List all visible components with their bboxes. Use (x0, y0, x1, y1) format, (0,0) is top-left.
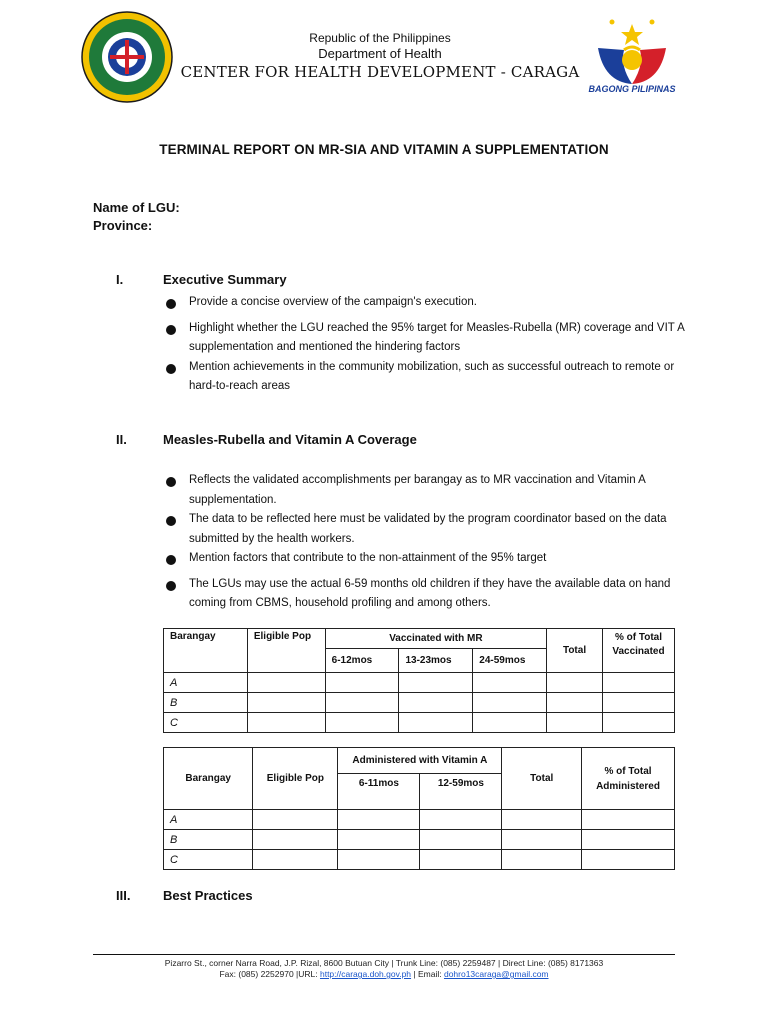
republic-line: Republic of the Philippines (309, 31, 451, 45)
header-24-59mos: 24-59mos (473, 649, 547, 673)
lgu-name-label: Name of LGU: (93, 200, 180, 215)
data-cell[interactable] (502, 850, 582, 870)
header-eligible-pop: Eligible Pop (253, 748, 338, 810)
doh-seal-icon (80, 10, 174, 104)
header-13-23mos: 13-23mos (399, 649, 473, 673)
data-cell[interactable] (253, 810, 338, 830)
data-cell[interactable] (582, 810, 675, 830)
header-administered-vita: Administered with Vitamin A (338, 748, 502, 774)
footer-fax: Fax: (085) 2252970 |URL: (219, 969, 320, 979)
data-cell[interactable] (247, 673, 325, 693)
table-row (164, 713, 675, 733)
bullet-icon (166, 555, 176, 565)
table-row (164, 830, 675, 850)
barangay-cell: A (164, 810, 253, 830)
data-cell[interactable] (399, 693, 473, 713)
header-barangay: Barangay (164, 629, 248, 673)
data-cell[interactable] (602, 713, 674, 733)
list-item: Mention achievements in the community mobilization, such as successful outreach to remote or hard-to-reach areas (166, 358, 686, 397)
section-1-title: Executive Summary (163, 272, 287, 287)
data-cell[interactable] (547, 673, 603, 693)
table-row (164, 810, 675, 830)
section-2-title: Measles-Rubella and Vitamin A Coverage (163, 432, 417, 447)
table-row (164, 673, 675, 693)
bullet-icon (166, 364, 176, 374)
barangay-cell: B (164, 830, 253, 850)
footer-email-label: | Email: (411, 969, 444, 979)
data-cell[interactable] (253, 830, 338, 850)
province-label: Province: (93, 218, 153, 233)
data-cell[interactable] (325, 713, 399, 733)
header-eligible-pop: Eligible Pop (247, 629, 325, 673)
department-line: Department of Health (318, 46, 442, 61)
footer-url-link[interactable]: http://caraga.doh.gov.ph (319, 969, 412, 979)
footer-email-link[interactable]: dohro13caraga@gmail.com (443, 969, 549, 979)
header-12-59mos: 12-59mos (420, 774, 502, 810)
section-1-number: I. (116, 272, 124, 287)
header-6-12mos: 6-12mos (325, 649, 399, 673)
barangay-cell: B (164, 693, 248, 713)
data-cell[interactable] (338, 810, 420, 830)
list-item: Provide a concise overview of the campaign's execution. (166, 293, 686, 313)
data-cell[interactable] (473, 673, 547, 693)
data-cell[interactable] (338, 830, 420, 850)
section-3-title: Best Practices (163, 888, 253, 903)
section-2-number: II. (116, 432, 127, 447)
data-cell[interactable] (547, 693, 603, 713)
bagong-pilipinas-label: BAGONG PILIPINAS (588, 84, 676, 94)
bullet-icon (166, 325, 176, 335)
barangay-cell: C (164, 713, 248, 733)
lgu-info (93, 199, 180, 235)
list-item: The LGUs may use the actual 6-59 months old children if they have the available data on hand coming from CBMS, household profiling and among others. (166, 575, 686, 614)
table-row (164, 693, 675, 713)
bullet-icon (166, 516, 176, 526)
section-1-bullets (166, 293, 686, 397)
bullet-icon (166, 581, 176, 591)
footer (93, 958, 675, 980)
report-title: TERMINAL REPORT ON MR-SIA AND VITAMIN A SUPPLEMENTATION (159, 142, 609, 157)
barangay-cell: C (164, 850, 253, 870)
data-cell[interactable] (247, 693, 325, 713)
data-cell[interactable] (338, 850, 420, 870)
list-item: Reflects the validated accomplishments per barangay as to MR vaccination and Vitamin A supplementation. (166, 471, 686, 510)
header-total: Total (547, 629, 603, 673)
header-pct-administered: % of Total Administered (582, 748, 675, 810)
footer-divider (93, 954, 675, 955)
footer-address: Pizarro St., corner Narra Road, J.P. Rizal, 8600 Butuan City | Trunk Line: (085) 2259487 | Direct Line: (085) 8171363 (164, 958, 604, 968)
bullet-icon (166, 299, 176, 309)
center-line: CENTER FOR HEALTH DEVELOPMENT - CARAGA (180, 63, 580, 81)
data-cell[interactable] (325, 693, 399, 713)
list-item: Highlight whether the LGU reached the 95% target for Measles-Rubella (MR) coverage and VIT A supplementation and mentioned the hindering factors (166, 319, 686, 358)
data-cell[interactable] (247, 713, 325, 733)
header-total: Total (502, 748, 582, 810)
mr-vaccination-table (163, 628, 675, 733)
header-6-11mos: 6-11mos (338, 774, 420, 810)
section-3-number: III. (116, 888, 131, 903)
header-pct-vaccinated: % of Total Vaccinated (602, 629, 674, 673)
header-barangay: Barangay (164, 748, 253, 810)
data-cell[interactable] (473, 713, 547, 733)
data-cell[interactable] (602, 693, 674, 713)
data-cell[interactable] (420, 810, 502, 830)
data-cell[interactable] (399, 713, 473, 733)
list-item: Mention factors that contribute to the non-attainment of the 95% target (166, 549, 686, 569)
data-cell[interactable] (582, 850, 675, 870)
letterhead-text (180, 30, 580, 82)
data-cell[interactable] (420, 830, 502, 850)
data-cell[interactable] (502, 810, 582, 830)
data-cell[interactable] (420, 850, 502, 870)
table-row (164, 850, 675, 870)
data-cell[interactable] (473, 693, 547, 713)
list-item: The data to be reflected here must be validated by the program coordinator based on the data submitted by the health workers. (166, 510, 686, 549)
data-cell[interactable] (502, 830, 582, 850)
header-vaccinated-mr: Vaccinated with MR (325, 629, 546, 649)
letterhead (0, 10, 768, 110)
vitamin-a-table (163, 747, 675, 870)
data-cell[interactable] (547, 713, 603, 733)
barangay-cell: A (164, 673, 248, 693)
footer-contact (93, 969, 675, 980)
data-cell[interactable] (399, 673, 473, 693)
data-cell[interactable] (602, 673, 674, 693)
data-cell[interactable] (253, 850, 338, 870)
bullet-icon (166, 477, 176, 487)
section-2-bullets (166, 471, 686, 614)
data-cell[interactable] (325, 673, 399, 693)
data-cell[interactable] (582, 830, 675, 850)
